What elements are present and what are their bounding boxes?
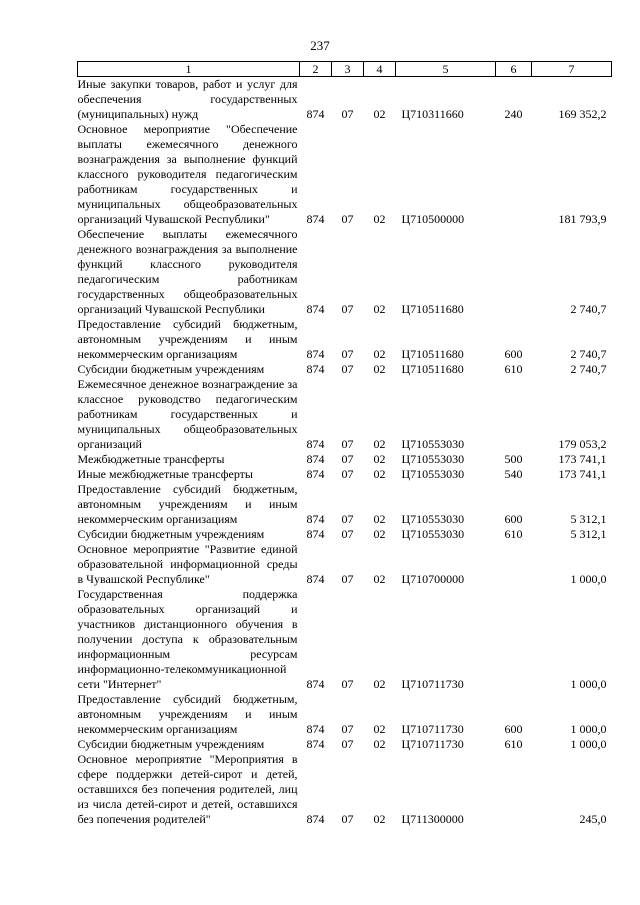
- column-number: 2: [300, 62, 332, 77]
- table-row: [78, 377, 612, 452]
- amount: 179 053,2: [558, 437, 607, 451]
- ministry-code: 874: [306, 512, 325, 526]
- target-article: Ц710711730: [401, 677, 464, 691]
- column-number: 4: [364, 62, 396, 77]
- subsection-code: 02: [373, 212, 386, 226]
- subsection-code: 02: [373, 302, 386, 316]
- item-name: Предоставление субсидий бюджетным, автономным учреждениям и иным некоммерческим организациям: [77, 317, 298, 361]
- expense-type: [496, 542, 532, 587]
- ministry-code: 874: [306, 452, 325, 466]
- ministry-code: 874: [306, 437, 325, 451]
- table-row: [78, 227, 612, 317]
- subsection-code: 02: [373, 512, 386, 526]
- ministry-code: 874: [306, 722, 325, 736]
- table-row: [78, 692, 612, 737]
- target-article: Ц710553030: [401, 512, 465, 526]
- table-row: [78, 482, 612, 527]
- expense-type: [496, 227, 532, 317]
- table-row: [78, 77, 612, 123]
- budget-table: [77, 61, 612, 827]
- item-name: Предоставление субсидий бюджетным, автономным учреждениям и иным некоммерческим организациям: [77, 692, 298, 736]
- amount: 245,0: [579, 812, 607, 826]
- subsection-code: 02: [373, 572, 386, 586]
- target-article: Ц710511680: [401, 347, 464, 361]
- target-article: Ц710553030: [401, 467, 465, 481]
- ministry-code: 874: [306, 737, 325, 751]
- target-article: Ц710711730: [401, 722, 464, 736]
- ministry-code: 874: [306, 812, 325, 826]
- expense-type: 600: [504, 512, 523, 526]
- amount: 1 000,0: [570, 722, 607, 736]
- ministry-code: 874: [306, 677, 325, 691]
- page-number: 237: [310, 38, 330, 53]
- target-article: Ц710700000: [401, 572, 465, 586]
- ministry-code: 874: [306, 467, 325, 481]
- expense-type: [496, 122, 532, 227]
- item-name: Основное мероприятие "Мероприятия в сфере поддержки детей-сирот и детей, оставшихся без попечения родителей, лиц из числа детей-сирот и детей, оставшихся без попечения родителей": [77, 752, 298, 826]
- table-row: [78, 317, 612, 362]
- item-name: Иные закупки товаров, работ и услуг для обеспечения государственных (муниципальных) нужд: [77, 77, 298, 121]
- amount: 181 793,9: [558, 212, 607, 226]
- subsection-code: 02: [373, 677, 386, 691]
- table-row: [78, 752, 612, 827]
- amount: 1 000,0: [570, 737, 607, 751]
- item-name: Межбюджетные трансферты: [77, 452, 225, 466]
- amount: 1 000,0: [570, 572, 607, 586]
- table-row: [78, 527, 612, 542]
- target-article: Ц710553030: [401, 452, 465, 466]
- item-name: Субсидии бюджетным учреждениям: [77, 362, 265, 376]
- expense-type: [496, 752, 532, 827]
- target-article: Ц710511680: [401, 302, 464, 316]
- amount: 173 741,1: [558, 452, 607, 466]
- target-article: Ц710311660: [401, 107, 464, 121]
- table-row: [78, 122, 612, 227]
- subsection-code: 02: [373, 362, 386, 376]
- expense-type: [496, 377, 532, 452]
- column-number: 6: [496, 62, 532, 77]
- target-article: Ц710711730: [401, 737, 464, 751]
- item-name: Основное мероприятие "Развитие единой образовательной информационной среды в Чувашской Республике": [77, 542, 298, 586]
- amount: 1 000,0: [570, 677, 607, 691]
- subsection-code: 02: [373, 347, 386, 361]
- item-name: Государственная поддержка образовательных организаций и участников дистанционного обучения в получении доступа к образовательным информационным ресурсам информационно-телекоммуникационной сети "Интернет": [77, 587, 298, 691]
- section-code: 07: [341, 737, 354, 751]
- section-code: 07: [341, 302, 354, 316]
- expense-type: 500: [504, 452, 523, 466]
- column-number-row: [78, 62, 612, 77]
- section-code: 07: [341, 347, 354, 361]
- section-code: 07: [341, 467, 354, 481]
- expense-type: 610: [504, 362, 523, 376]
- target-article: Ц710500000: [401, 212, 465, 226]
- section-code: 07: [341, 572, 354, 586]
- item-name: Основное мероприятие "Обеспечение выплаты ежемесячного денежного вознаграждения за выполнение функций классного руководителя педагогическим работникам государственных и муниципальных общеобразовательных организаций Чувашской Республики": [77, 122, 298, 226]
- subsection-code: 02: [373, 722, 386, 736]
- expense-type: 610: [504, 737, 523, 751]
- section-code: 07: [341, 722, 354, 736]
- section-code: 07: [341, 107, 354, 121]
- subsection-code: 02: [373, 467, 386, 481]
- amount: 2 740,7: [570, 362, 607, 376]
- ministry-code: 874: [306, 527, 325, 541]
- ministry-code: 874: [306, 362, 325, 376]
- section-code: 07: [341, 512, 354, 526]
- expense-type: 600: [504, 347, 523, 361]
- ministry-code: 874: [306, 302, 325, 316]
- subsection-code: 02: [373, 527, 386, 541]
- column-number: 1: [78, 62, 300, 77]
- ministry-code: 874: [306, 347, 325, 361]
- section-code: 07: [341, 677, 354, 691]
- item-name: Иные межбюджетные трансферты: [77, 467, 253, 481]
- column-number: 5: [396, 62, 496, 77]
- item-name: Обеспечение выплаты ежемесячного денежного вознаграждения за выполнение функций классного руководителя педагогическим работникам государственных общеобразовательных организаций Чувашской Республики: [77, 227, 298, 316]
- ministry-code: 874: [306, 107, 325, 121]
- amount: 5 312,1: [570, 527, 607, 541]
- subsection-code: 02: [373, 437, 386, 451]
- section-code: 07: [341, 362, 354, 376]
- item-name: Субсидии бюджетным учреждениям: [77, 737, 265, 751]
- table-row: [78, 452, 612, 467]
- ministry-code: 874: [306, 212, 325, 226]
- amount: 173 741,1: [558, 467, 607, 481]
- section-code: 07: [341, 527, 354, 541]
- expense-type: 540: [504, 467, 523, 481]
- expense-type: 610: [504, 527, 523, 541]
- item-name: Предоставление субсидий бюджетным, автономным учреждениям и иным некоммерческим организациям: [77, 482, 298, 526]
- section-code: 07: [341, 212, 354, 226]
- target-article: Ц710553030: [401, 437, 465, 451]
- amount: 2 740,7: [570, 302, 607, 316]
- expense-type: [496, 587, 532, 692]
- subsection-code: 02: [373, 452, 386, 466]
- table-row: [78, 542, 612, 587]
- ministry-code: 874: [306, 572, 325, 586]
- table-row: [78, 362, 612, 377]
- item-name: Субсидии бюджетным учреждениям: [77, 527, 265, 541]
- amount: 5 312,1: [570, 512, 607, 526]
- column-number: 3: [332, 62, 364, 77]
- subsection-code: 02: [373, 107, 386, 121]
- subsection-code: 02: [373, 737, 386, 751]
- amount: 169 352,2: [558, 107, 607, 121]
- target-article: Ц710553030: [401, 527, 465, 541]
- table-row: [78, 587, 612, 692]
- amount: 2 740,7: [570, 347, 607, 361]
- section-code: 07: [341, 812, 354, 826]
- target-article: Ц711300000: [401, 812, 464, 826]
- table-row: [78, 467, 612, 482]
- section-code: 07: [341, 437, 354, 451]
- target-article: Ц710511680: [401, 362, 464, 376]
- item-name: Ежемесячное денежное вознаграждение за классное руководство педагогическим работникам государственных и муниципальных общеобразовательных организаций: [77, 377, 298, 451]
- expense-type: 600: [504, 722, 523, 736]
- table-row: [78, 737, 612, 752]
- column-number: 7: [532, 62, 612, 77]
- subsection-code: 02: [373, 812, 386, 826]
- section-code: 07: [341, 452, 354, 466]
- expense-type: 240: [504, 107, 523, 121]
